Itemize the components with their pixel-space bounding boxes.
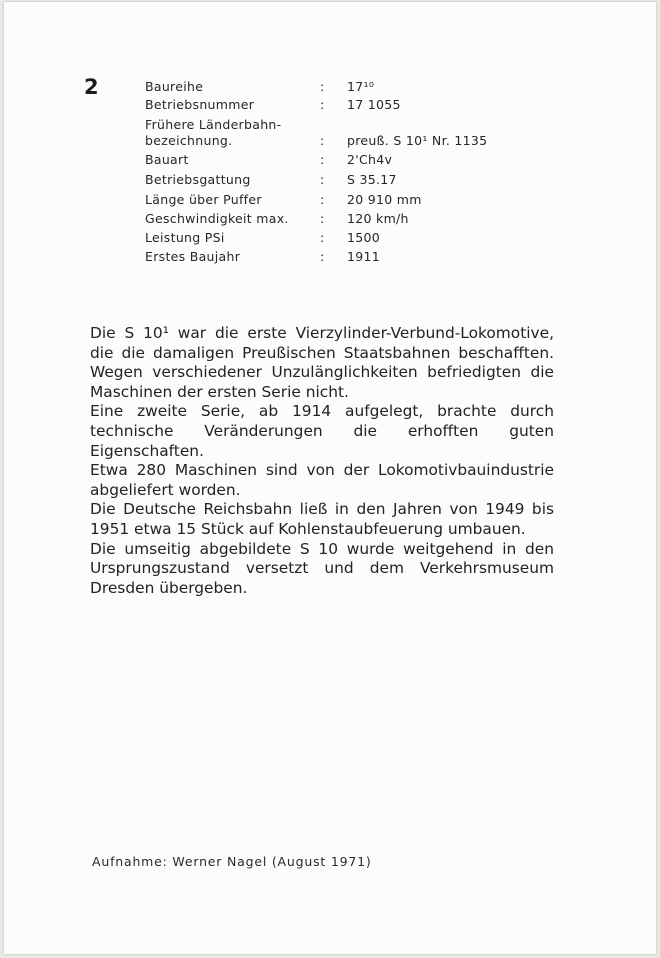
spec-label: Bauart xyxy=(145,152,189,167)
photo-credit: Aufnahme: Werner Nagel (August 1971) xyxy=(92,854,372,869)
spec-colon: : xyxy=(320,249,325,264)
spec-colon: : xyxy=(320,211,325,226)
spec-row xyxy=(145,172,545,190)
spec-row xyxy=(145,192,545,210)
description-paragraph: Die S 10¹ war die erste Vierzylinder-Verbund-Lokomotive, die die damaligen Preußischen Staatsbahnen beschafften. Wegen verschiedener Unzulänglichkeiten befriedigten die Maschinen der ersten Serie nicht. xyxy=(90,324,554,401)
card-number: 2 xyxy=(84,75,99,99)
description-paragraph: Eine zweite Serie, ab 1914 aufgelegt, brachte durch technische Veränderungen die erhofften guten Eigenschaften. xyxy=(90,402,554,460)
spec-colon: : xyxy=(320,192,325,207)
spec-label: Baureihe xyxy=(145,79,204,94)
spec-colon: : xyxy=(320,172,325,187)
spec-value: 2'Ch4v xyxy=(347,152,393,167)
spec-label: Frühere Länderbahn- bezeichnung. xyxy=(145,117,282,148)
spec-colon: : xyxy=(320,97,325,112)
description-paragraph: Die Deutsche Reichsbahn ließ in den Jahren von 1949 bis 1951 etwa 15 Stück auf Kohlenstaubfeuerung umbauen. xyxy=(90,500,554,538)
description-paragraph: Die umseitig abgebildete S 10 wurde weitgehend in den Ursprungszustand versetzt und dem Verkehrsmuseum Dresden übergeben. xyxy=(90,539,554,597)
spec-value: 17 1055 xyxy=(347,97,401,112)
spec-label: Betriebsgattung xyxy=(145,172,251,187)
spec-value: 1911 xyxy=(347,249,381,264)
description-text xyxy=(90,324,554,598)
spec-value: 17¹⁰ xyxy=(347,79,375,94)
spec-row xyxy=(145,249,545,267)
spec-value: 120 km/h xyxy=(347,211,409,226)
spec-row xyxy=(145,211,545,229)
spec-colon: : xyxy=(320,79,325,94)
spec-colon: : xyxy=(320,133,325,148)
spec-value: S 35.17 xyxy=(347,172,397,187)
spec-label: Länge über Puffer xyxy=(145,192,262,207)
spec-label: Geschwindigkeit max. xyxy=(145,211,289,226)
spec-label: Erstes Baujahr xyxy=(145,249,241,264)
spec-colon: : xyxy=(320,230,325,245)
spec-value: 1500 xyxy=(347,230,381,245)
spec-row xyxy=(145,97,545,115)
postcard-back xyxy=(4,2,656,954)
spec-label: Leistung PSi xyxy=(145,230,225,245)
spec-row xyxy=(145,152,545,170)
spec-row xyxy=(145,117,545,151)
spec-colon: : xyxy=(320,152,325,167)
spec-row xyxy=(145,230,545,248)
spec-value: preuß. S 10¹ Nr. 1135 xyxy=(347,133,488,148)
spec-label: Betriebsnummer xyxy=(145,97,255,112)
description-paragraph: Etwa 280 Maschinen sind von der Lokomotivbauindustrie abgeliefert worden. xyxy=(90,461,554,499)
spec-value: 20 910 mm xyxy=(347,192,422,207)
spec-row xyxy=(145,79,545,97)
